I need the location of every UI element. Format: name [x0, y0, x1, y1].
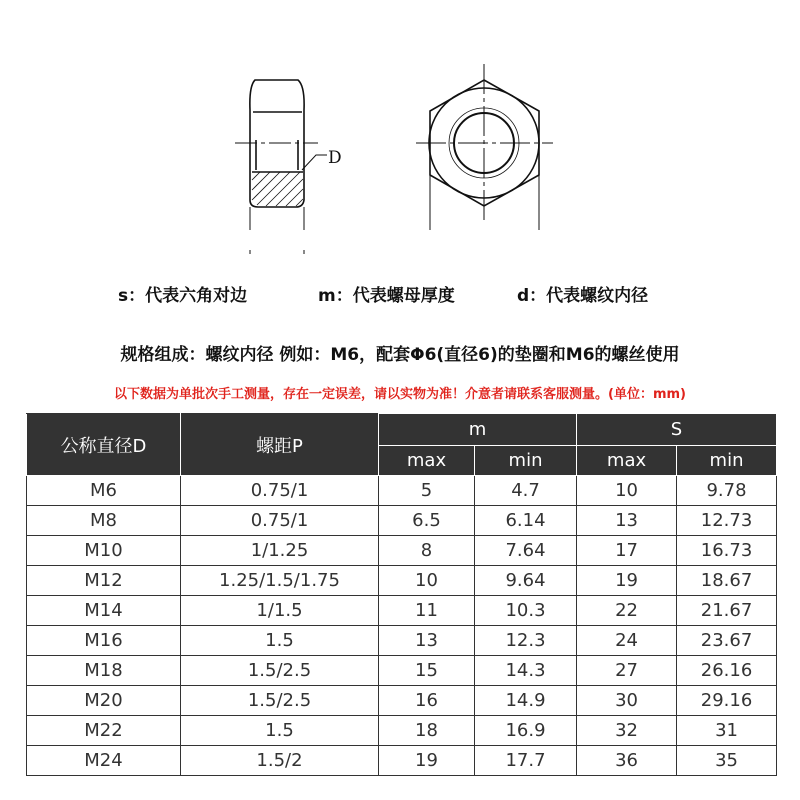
table-row	[27, 596, 777, 626]
cell-m-max: 10	[379, 566, 475, 596]
cell-s-min: 12.73	[677, 506, 777, 536]
cell-s-min: 31	[677, 716, 777, 746]
cell-s-max: 17	[577, 536, 677, 566]
cell-s-min: 29.16	[677, 686, 777, 716]
table-row	[27, 716, 777, 746]
nut-technical-drawing	[0, 0, 800, 280]
nut-hex-view	[416, 64, 553, 230]
cell-m-min: 16.9	[475, 716, 577, 746]
cell-m-min: 4.7	[475, 476, 577, 506]
cell-s-min: 21.67	[677, 596, 777, 626]
cell-m-max: 5	[379, 476, 475, 506]
cell-pitch: 0.75/1	[181, 506, 379, 536]
cell-m-max: 11	[379, 596, 475, 626]
cell-m-min: 10.3	[475, 596, 577, 626]
cell-s-max: 30	[577, 686, 677, 716]
cell-pitch: 1/1.25	[181, 536, 379, 566]
cell-diameter: M14	[27, 596, 181, 626]
nut-spec-table	[26, 413, 777, 776]
header-s-min: min	[677, 446, 777, 476]
cell-m-min: 14.9	[475, 686, 577, 716]
header-s: S	[577, 414, 777, 446]
cell-diameter: M16	[27, 626, 181, 656]
cell-m-max: 19	[379, 746, 475, 776]
cell-diameter: M6	[27, 476, 181, 506]
header-pitch: 螺距P	[181, 414, 379, 476]
cell-pitch: 1.5/2	[181, 746, 379, 776]
header-s-max: max	[577, 446, 677, 476]
cell-m-min: 6.14	[475, 506, 577, 536]
table-row	[27, 536, 777, 566]
cell-pitch: 1.5/2.5	[181, 686, 379, 716]
cell-pitch: 1.5/2.5	[181, 656, 379, 686]
cell-pitch: 1.5	[181, 716, 379, 746]
cell-s-max: 24	[577, 626, 677, 656]
cell-diameter: M10	[27, 536, 181, 566]
cell-pitch: 1.25/1.5/1.75	[181, 566, 379, 596]
cell-m-max: 6.5	[379, 506, 475, 536]
nut-side-view	[235, 80, 327, 254]
cell-m-min: 12.3	[475, 626, 577, 656]
cell-diameter: M20	[27, 686, 181, 716]
cell-diameter: M18	[27, 656, 181, 686]
table-row	[27, 626, 777, 656]
table-row	[27, 656, 777, 686]
cell-m-min: 17.7	[475, 746, 577, 776]
cell-s-min: 35	[677, 746, 777, 776]
label-D: D	[328, 148, 342, 168]
cell-m-min: 9.64	[475, 566, 577, 596]
cell-m-max: 8	[379, 536, 475, 566]
cell-s-max: 19	[577, 566, 677, 596]
cell-s-max: 10	[577, 476, 677, 506]
cell-m-min: 14.3	[475, 656, 577, 686]
table-row	[27, 746, 777, 776]
legend-m: m：代表螺母厚度	[318, 286, 455, 306]
cell-s-max: 32	[577, 716, 677, 746]
cell-s-max: 13	[577, 506, 677, 536]
legend-d: d：代表螺纹内径	[517, 286, 649, 306]
table-row	[27, 506, 777, 536]
cell-s-min: 16.73	[677, 536, 777, 566]
cell-m-max: 18	[379, 716, 475, 746]
cell-s-min: 23.67	[677, 626, 777, 656]
cell-pitch: 0.75/1	[181, 476, 379, 506]
cell-s-min: 18.67	[677, 566, 777, 596]
cell-s-min: 26.16	[677, 656, 777, 686]
legend-s: s：代表六角对边	[118, 286, 248, 306]
spec-description: 规格组成：螺纹内径 例如：M6，配套Φ6(直径6)的垫圈和M6的螺丝使用	[120, 345, 680, 365]
symbol-legend	[0, 281, 800, 311]
cell-s-max: 27	[577, 656, 677, 686]
header-m: m	[379, 414, 577, 446]
cell-m-min: 7.64	[475, 536, 577, 566]
header-m-max: max	[379, 446, 475, 476]
cell-diameter: M22	[27, 716, 181, 746]
table-row	[27, 566, 777, 596]
cell-m-max: 16	[379, 686, 475, 716]
measurement-notice: 以下数据为单批次手工测量，存在一定误差，请以实物为准！介意者请联系客服测量。(单位：mm)	[114, 387, 686, 402]
header-m-min: min	[475, 446, 577, 476]
cell-s-max: 22	[577, 596, 677, 626]
cell-s-min: 9.78	[677, 476, 777, 506]
cell-pitch: 1.5	[181, 626, 379, 656]
header-nominal-diameter: 公称直径D	[27, 414, 181, 476]
cell-pitch: 1/1.5	[181, 596, 379, 626]
cell-diameter: M12	[27, 566, 181, 596]
cell-m-max: 13	[379, 626, 475, 656]
table-row	[27, 476, 777, 506]
cell-diameter: M24	[27, 746, 181, 776]
cell-m-max: 15	[379, 656, 475, 686]
cell-diameter: M8	[27, 506, 181, 536]
cell-s-max: 36	[577, 746, 677, 776]
table-row	[27, 686, 777, 716]
